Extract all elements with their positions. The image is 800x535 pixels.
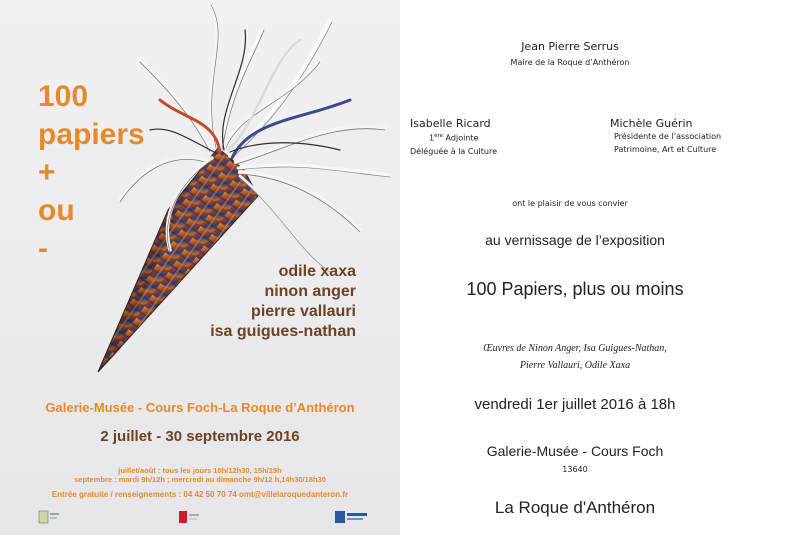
poster-title-line: + bbox=[38, 156, 56, 189]
contact-info: Entrée gratuite / renseignements : 04 42 50 70 74 omt@villelaroquedanteron.fr bbox=[51, 490, 349, 499]
invitation-card bbox=[400, 0, 800, 535]
works-credits bbox=[400, 340, 750, 374]
town-crest-logo bbox=[38, 510, 60, 524]
poster-venue: Galerie-Musée - Cours Foch-La Roque d’Anthéron bbox=[45, 400, 355, 415]
artist-name: ninon anger bbox=[264, 283, 356, 300]
opening-hours bbox=[0, 467, 400, 484]
poster-title bbox=[38, 78, 145, 268]
co-host-name: Michèle Guérin bbox=[610, 117, 693, 130]
co-host-left bbox=[410, 117, 560, 158]
event-town: La Roque d'Anthéron bbox=[494, 498, 656, 517]
partner-logo bbox=[178, 510, 200, 524]
exhibition-title: 100 Papiers, plus ou moins bbox=[466, 279, 684, 299]
host-name: Jean Pierre Serrus bbox=[521, 40, 619, 53]
poster-title-line: papiers bbox=[38, 118, 145, 151]
poster-title-line: ou bbox=[38, 194, 75, 227]
co-host-title: Présidente de l’association bbox=[614, 132, 722, 141]
event-type: au vernissage de l’exposition bbox=[485, 232, 665, 248]
bouches-du-rhone-logo bbox=[334, 510, 368, 524]
co-host-title: 1ère Adjointe bbox=[429, 133, 479, 143]
works-line: Œuvres de Ninon Anger, Isa Guigues-Nathan, bbox=[483, 343, 667, 354]
invitation-intro: ont le plaisir de vous convier bbox=[512, 199, 628, 208]
artist-name: odile xaxa bbox=[278, 263, 356, 280]
co-host-role: Déléguée à la Culture bbox=[410, 146, 497, 156]
event-gallery: Galerie-Musée - Cours Foch bbox=[486, 443, 664, 459]
co-host-role: Patrimoine, Art et Culture bbox=[614, 145, 717, 154]
event-datetime: vendredi 1er juillet 2016 à 18h bbox=[474, 396, 676, 413]
co-host-name: Isabelle Ricard bbox=[410, 117, 491, 130]
hours-line: juillet/août : tous les jours 10h/12h30, 15h/19h bbox=[118, 466, 282, 475]
artist-name: pierre vallauri bbox=[251, 303, 356, 320]
artist-list bbox=[210, 262, 356, 342]
postal-code: 13640 bbox=[562, 465, 588, 474]
works-line: Pierre Vallauri, Odile Xaxa bbox=[519, 360, 631, 371]
poster-title-line: - bbox=[38, 232, 48, 265]
poster-title-line: 100 bbox=[38, 80, 89, 113]
poster-dates: 2 juillet - 30 septembre 2016 bbox=[100, 428, 300, 445]
host-role: Maire de la Roque d’Anthéron bbox=[510, 58, 630, 67]
co-host-right bbox=[610, 117, 780, 156]
artist-name: isa guigues-nathan bbox=[210, 323, 356, 340]
hours-line: septembre : mardi 9h/12h ; mercredi au dimanche 9h/12 h,14h30/18h30 bbox=[74, 474, 326, 484]
